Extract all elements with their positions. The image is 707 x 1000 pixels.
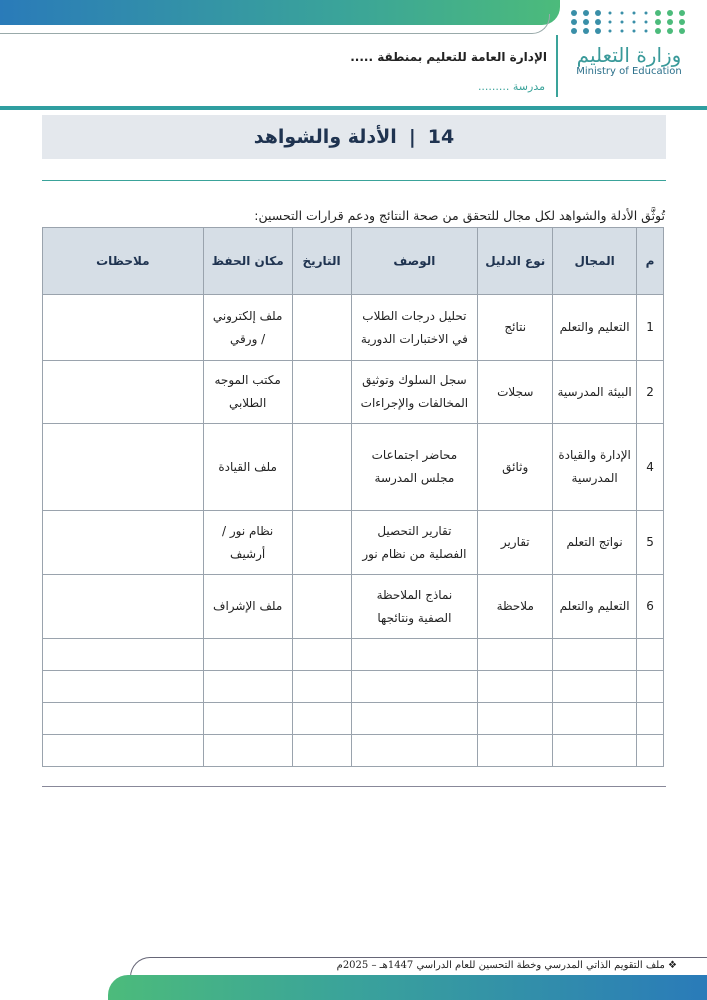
table-cell <box>553 639 637 671</box>
table-cell: البيئة المدرسية <box>553 361 637 424</box>
table-cell <box>43 511 204 575</box>
table-cell <box>43 361 204 424</box>
table-cell: ملف القيادة <box>203 424 292 511</box>
table-cell <box>478 639 553 671</box>
intro-text: تُوثَّق الأدلة والشواهد لكل مجال للتحقق من صحة النتائج ودعم قرارات التحسين: <box>254 208 665 223</box>
table-row <box>43 639 664 671</box>
table-row <box>43 735 664 767</box>
table-cell: 5 <box>637 511 664 575</box>
table-cell <box>43 424 204 511</box>
section-number: 14 <box>427 126 455 148</box>
table-cell <box>637 735 664 767</box>
table-cell <box>637 671 664 703</box>
ministry-logo <box>569 10 689 77</box>
table-cell <box>43 703 204 735</box>
column-header: ملاحظات <box>43 228 204 295</box>
column-header: التاريخ <box>292 228 351 295</box>
table-cell: الإدارة والقيادة المدرسية <box>553 424 637 511</box>
table-row <box>43 511 664 575</box>
table-header-row <box>43 228 664 295</box>
table-cell: تقارير <box>478 511 553 575</box>
table-cell: نواتج التعلم <box>553 511 637 575</box>
footer-text <box>337 960 677 971</box>
table-cell <box>43 575 204 639</box>
footer-label: ملف التقويم الذاتي المدرسي وخطة التحسين للعام الدراسي 1447هـ – 2025م <box>336 960 665 971</box>
table-row <box>43 361 664 424</box>
table-cell: ملف الإشراف <box>203 575 292 639</box>
table-cell <box>553 703 637 735</box>
table-row <box>43 295 664 361</box>
table-row <box>43 424 664 511</box>
table-cell: تحليل درجات الطلاب في الاختبارات الدورية <box>351 295 478 361</box>
table-cell <box>292 703 351 735</box>
table-cell: التعليم والتعلم <box>553 295 637 361</box>
table-cell <box>43 295 204 361</box>
section-title-box <box>42 115 666 159</box>
school-label: مدرسة ......... <box>477 80 545 93</box>
table-cell <box>292 735 351 767</box>
table-cell <box>292 424 351 511</box>
table-cell <box>43 735 204 767</box>
table-cell <box>203 671 292 703</box>
table-row <box>43 671 664 703</box>
divider <box>42 786 666 787</box>
table-cell: نتائج <box>478 295 553 361</box>
table-cell <box>203 639 292 671</box>
ministry-name-ar: وزارة التعليم <box>576 43 682 67</box>
table-cell <box>292 575 351 639</box>
column-header: مكان الحفظ <box>203 228 292 295</box>
column-header: الوصف <box>351 228 478 295</box>
table-row <box>43 703 664 735</box>
section-separator: | <box>408 126 416 148</box>
table-cell <box>351 671 478 703</box>
table-cell: تقارير التحصيل الفصلية من نظام نور <box>351 511 478 575</box>
table-cell: مكتب الموجه الطلابي <box>203 361 292 424</box>
table-cell: نماذج الملاحظة الصفية ونتائجها <box>351 575 478 639</box>
header-rule <box>0 106 707 110</box>
table-cell: سجلات <box>478 361 553 424</box>
table-cell <box>351 703 478 735</box>
column-header: المجال <box>553 228 637 295</box>
table-cell <box>478 703 553 735</box>
table-cell <box>292 295 351 361</box>
table-cell <box>351 735 478 767</box>
table-cell: التعليم والتعلم <box>553 575 637 639</box>
table-cell: نظام نور / أرشيف <box>203 511 292 575</box>
table-row <box>43 575 664 639</box>
table-cell <box>637 639 664 671</box>
table-cell: سجل السلوك وتوثيق المخالفات والإجراءات <box>351 361 478 424</box>
table-cell: ملف إلكتروني / ورقي <box>203 295 292 361</box>
table-cell: وثائق <box>478 424 553 511</box>
footer-gradient-bar <box>108 975 707 1000</box>
table-cell: 6 <box>637 575 664 639</box>
column-header: نوع الدليل <box>478 228 553 295</box>
evidence-table <box>42 227 664 767</box>
table-cell: 1 <box>637 295 664 361</box>
table-cell <box>292 639 351 671</box>
table-cell: 2 <box>637 361 664 424</box>
table-cell <box>553 671 637 703</box>
header-divider <box>556 35 558 97</box>
column-header: م <box>637 228 664 295</box>
table-cell <box>203 735 292 767</box>
table-cell <box>478 671 553 703</box>
table-cell: ملاحظة <box>478 575 553 639</box>
table-cell <box>637 703 664 735</box>
table-cell: 4 <box>637 424 664 511</box>
table-cell <box>43 639 204 671</box>
table-cell <box>292 361 351 424</box>
ministry-name-en: Ministry of Education <box>576 66 682 77</box>
table-cell <box>43 671 204 703</box>
table-cell <box>292 671 351 703</box>
table-cell <box>478 735 553 767</box>
table-cell <box>553 735 637 767</box>
table-cell: محاضر اجتماعات مجلس المدرسة <box>351 424 478 511</box>
table-cell <box>203 703 292 735</box>
department-label: الإدارة العامة للتعليم بمنطقة ..... <box>350 50 547 64</box>
logo-dots-icon <box>569 10 689 34</box>
header-curve <box>0 14 550 34</box>
table-cell <box>351 639 478 671</box>
footer-bullet-icon: ❖ <box>668 960 677 971</box>
divider <box>42 180 666 181</box>
table-cell <box>292 511 351 575</box>
section-title: الأدلة والشواهد <box>253 126 397 148</box>
